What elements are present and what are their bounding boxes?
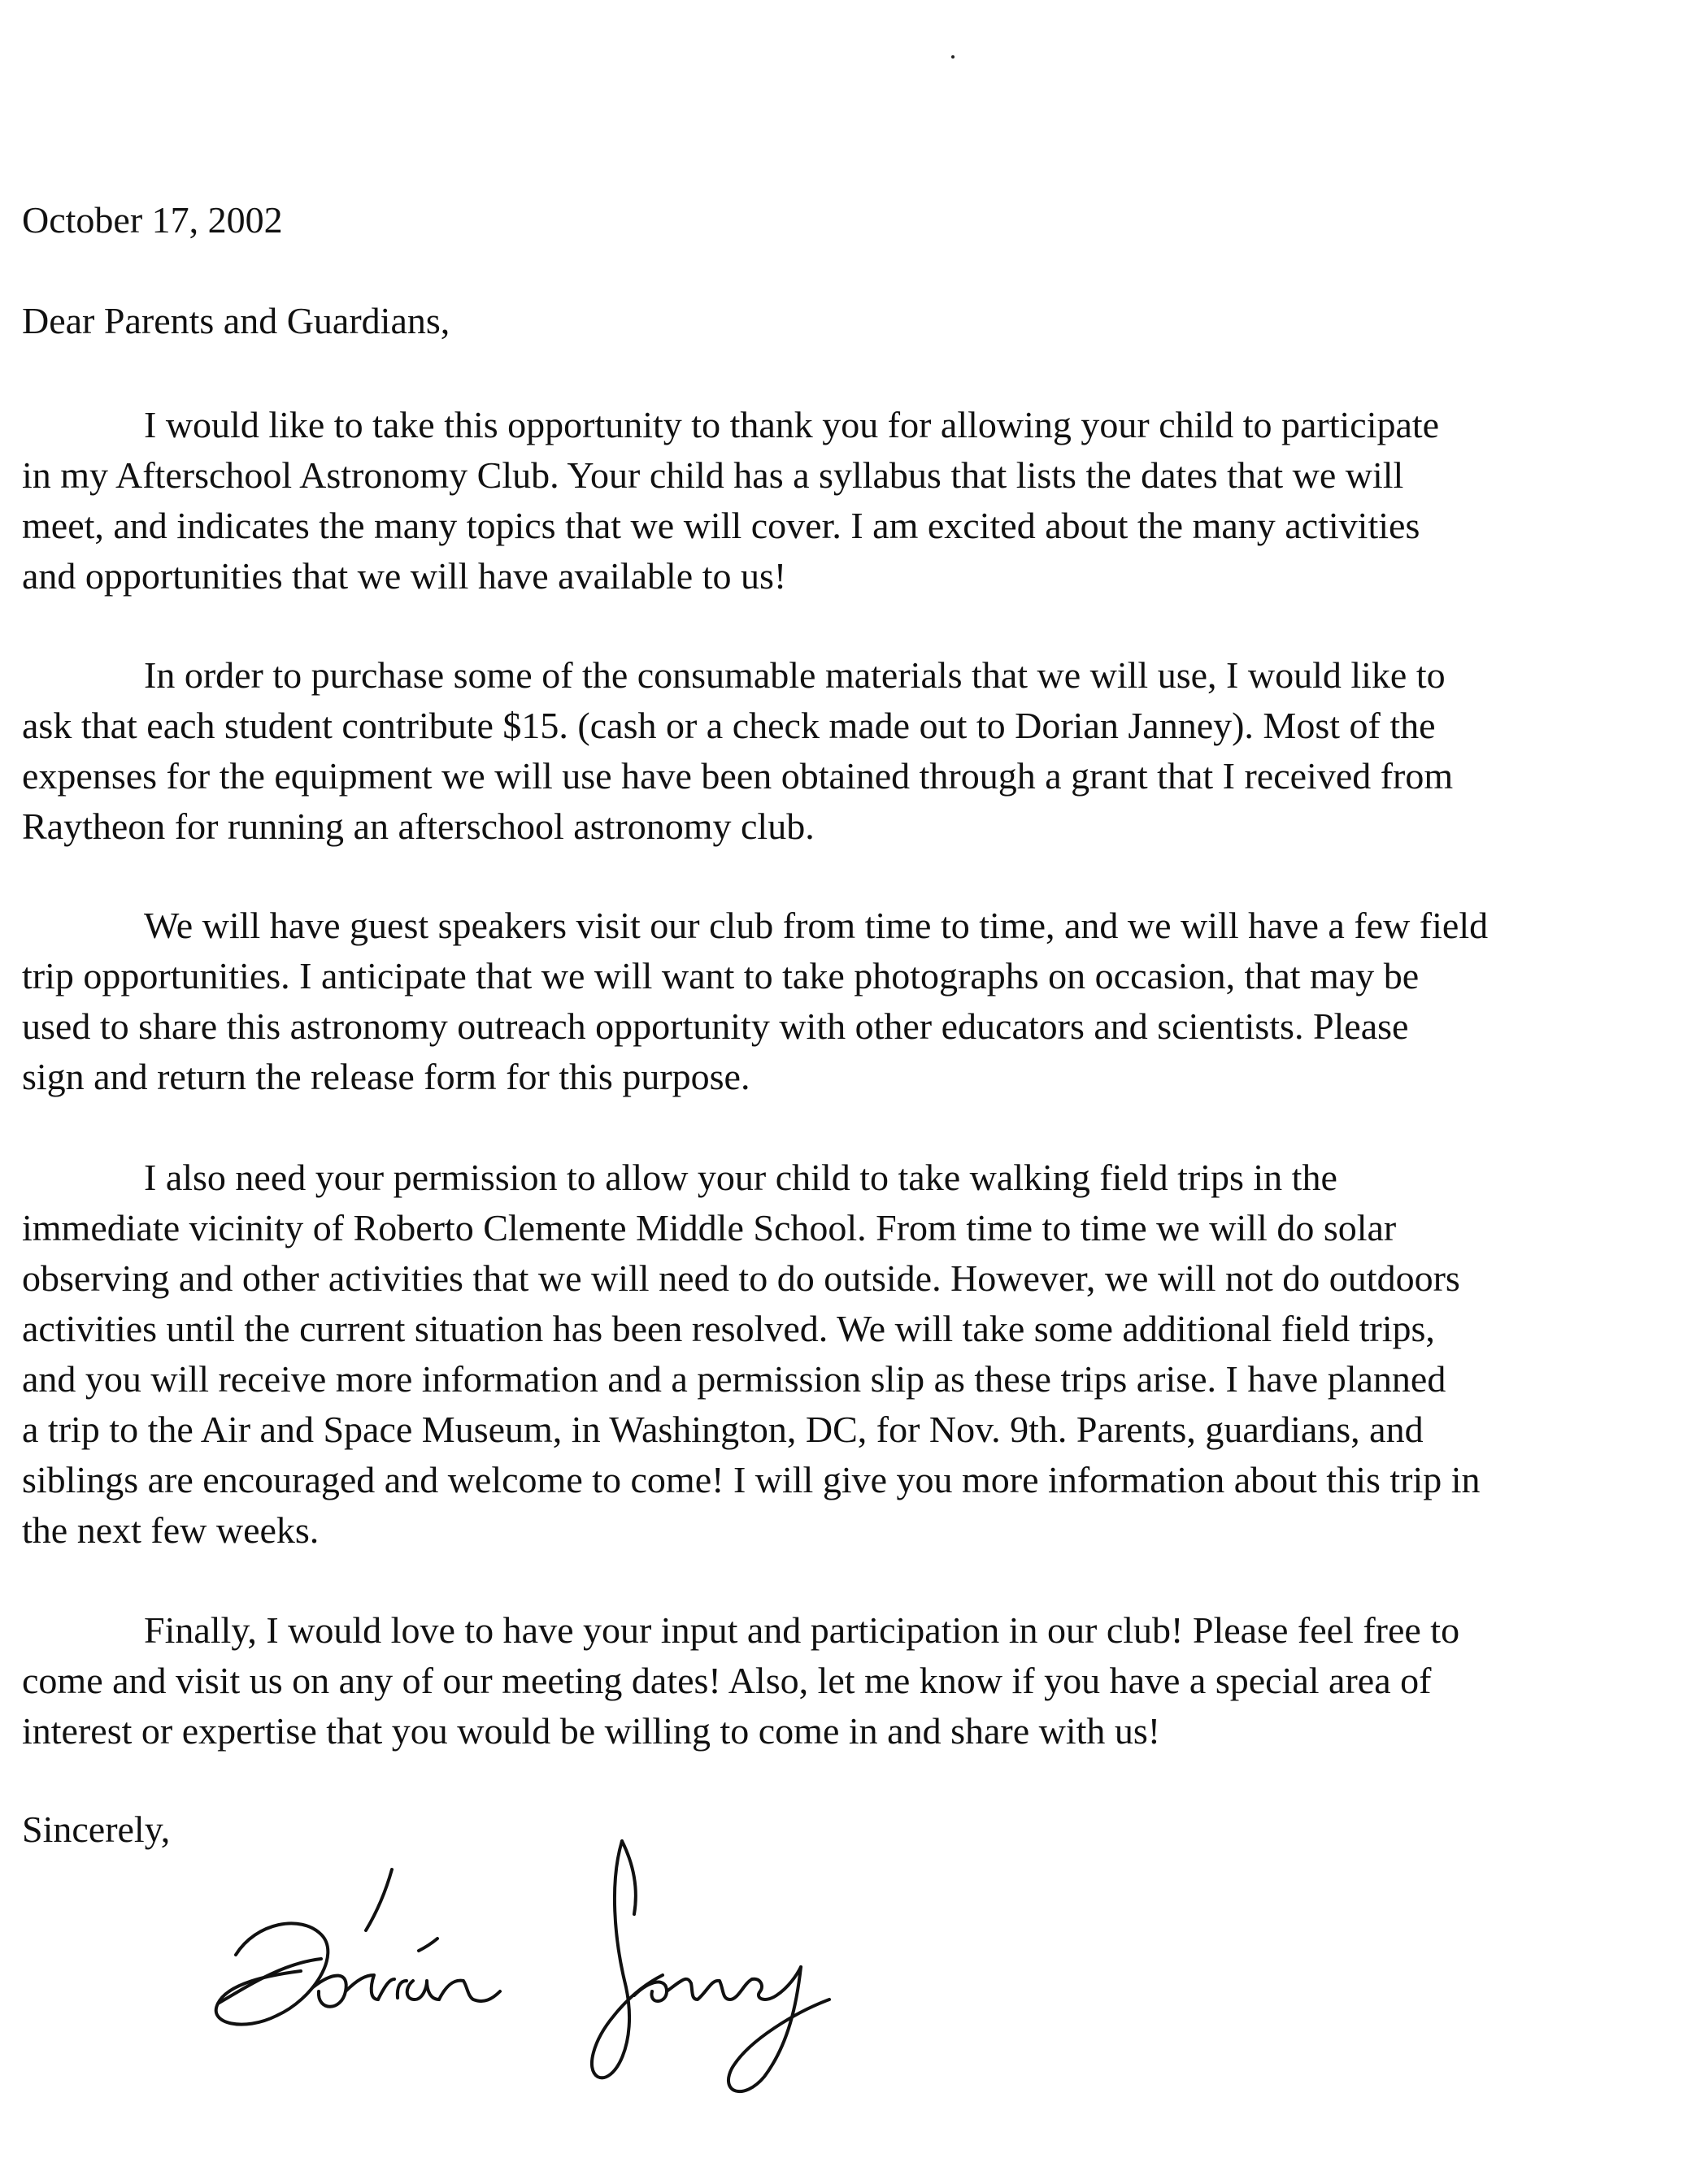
paragraph-contribution	[22, 650, 1616, 852]
paragraph-line: expenses for the equipment we will use have been obtained through a grant that I received from	[22, 755, 1454, 797]
letter-salutation: Dear Parents and Guardians,	[22, 300, 450, 341]
paragraph-line: ask that each student contribute $15. (cash or a check made out to Dorian Janney). Most of the	[22, 705, 1436, 746]
paragraph-field-trips	[22, 1153, 1616, 1556]
paragraph-line: I also need your permission to allow your child to take walking field trips in the	[144, 1157, 1337, 1198]
paragraph-line: come and visit us on any of our meeting dates! Also, let me know if you have a special area of	[22, 1660, 1432, 1701]
scan-speck	[951, 55, 955, 59]
paragraph-thanks	[22, 400, 1616, 601]
paragraph-line: used to share this astronomy outreach opportunity with other educators and scientists. Please	[22, 1005, 1409, 1047]
paragraph-line: in my Afterschool Astronomy Club. Your child has a syllabus that lists the dates that we will	[22, 454, 1404, 496]
paragraph-line: In order to purchase some of the consumable materials that we will use, I would like to	[144, 654, 1446, 696]
paragraph-closing-invite	[22, 1605, 1616, 1756]
paragraph-line: sign and return the release form for this purpose.	[22, 1056, 750, 1097]
letter-closing: Sincerely,	[22, 1808, 171, 1850]
paragraph-line: and opportunities that we will have available to us!	[22, 555, 787, 597]
paragraph-line: and you will receive more information and a permission slip as these trips arise. I have planned	[22, 1358, 1446, 1400]
handwritten-signature	[146, 1833, 878, 2101]
paragraph-line: a trip to the Air and Space Museum, in Washington, DC, for Nov. 9th. Parents, guardians, and	[22, 1409, 1424, 1450]
paragraph-line: Finally, I would love to have your input and participation in our club! Please feel free to	[144, 1609, 1460, 1651]
paragraph-photographs	[22, 901, 1616, 1102]
letter-date: October 17, 2002	[22, 199, 283, 241]
paragraph-line: the next few weeks.	[22, 1509, 320, 1551]
paragraph-line: observing and other activities that we will need to do outside. However, we will not do outdoors	[22, 1257, 1460, 1299]
paragraph-line: I would like to take this opportunity to thank you for allowing your child to participate	[144, 404, 1440, 445]
paragraph-line: meet, and indicates the many topics that we will cover. I am excited about the many activities	[22, 505, 1420, 546]
paragraph-line: siblings are encouraged and welcome to come! I will give you more information about this trip in	[22, 1459, 1481, 1500]
paragraph-line: We will have guest speakers visit our club from time to time, and we will have a few field	[144, 905, 1489, 946]
paragraph-line: activities until the current situation has been resolved. We will take some additional field trips,	[22, 1308, 1435, 1349]
paragraph-line: interest or expertise that you would be willing to come in and share with us!	[22, 1710, 1161, 1752]
paragraph-line: trip opportunities. I anticipate that we will want to take photographs on occasion, that may be	[22, 955, 1420, 996]
paragraph-line: Raytheon for running an afterschool astronomy club.	[22, 805, 815, 847]
paragraph-line: immediate vicinity of Roberto Clemente Middle School. From time to time we will do solar	[22, 1207, 1397, 1248]
